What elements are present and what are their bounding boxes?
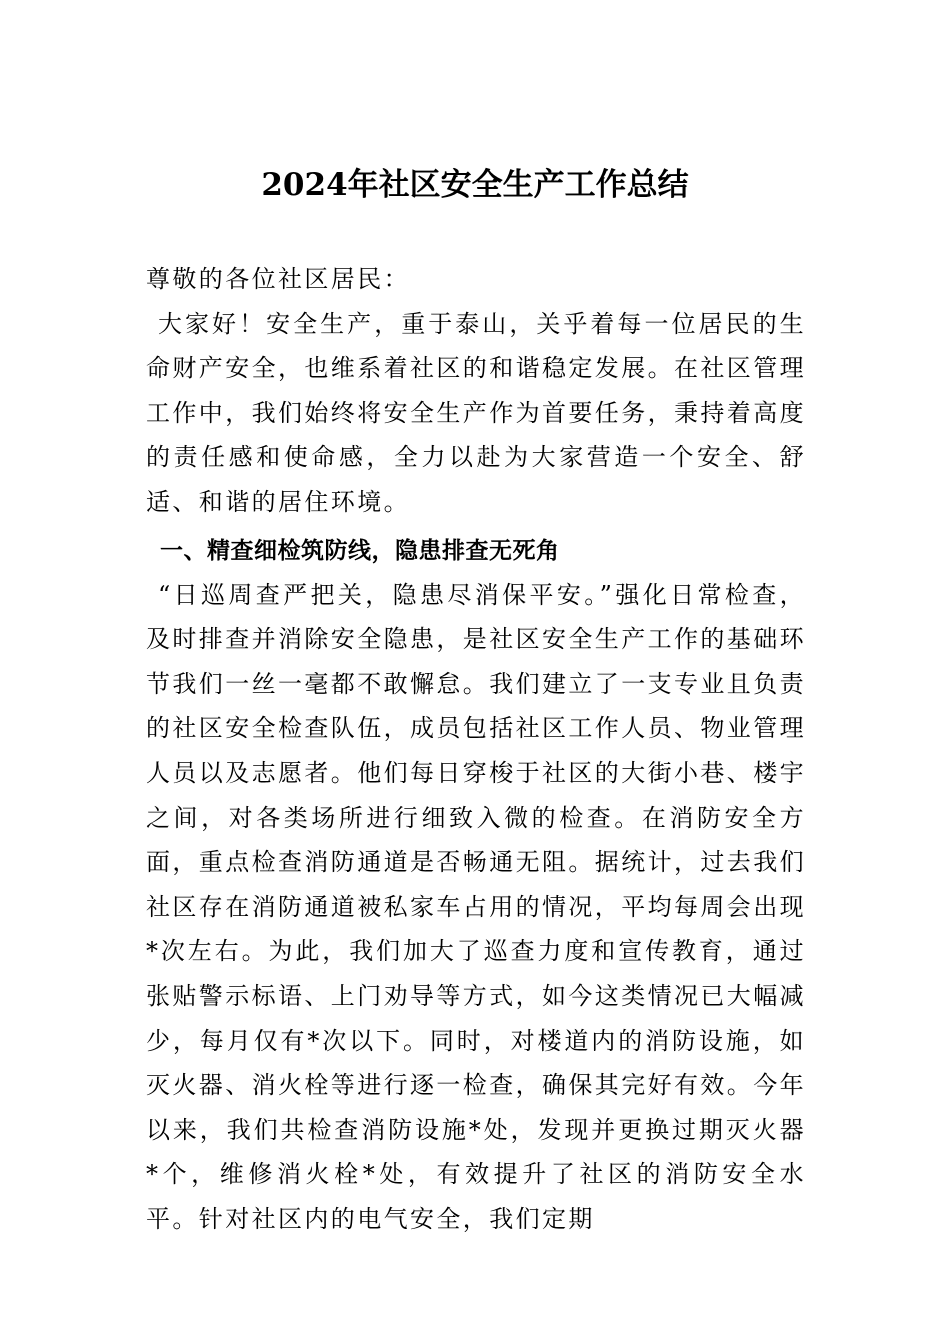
document-body xyxy=(146,257,806,1241)
document-title: 2024年社区安全生产工作总结 xyxy=(261,167,689,203)
salutation: 尊敬的各位社区居民： xyxy=(146,265,410,293)
section-heading: 一、精查细检筑防线，隐患排查无死角 xyxy=(160,537,560,564)
intro-paragraph: 大家好！安全生产，重于泰山，关乎着每一位居民的生命财产安全，也维系着社区的和谐稳定发展。在社区管理工作中，我们始终将安全生产作为首要任务，秉持着高度的责任感和使命感，全力以赴为大家营造一个安全、舒适、和谐的居住环境。 xyxy=(146,309,806,516)
section-paragraph: “日巡周查严把关，隐患尽消保平安。”强化日常检查，及时排查并消除安全隐患，是社区安全生产工作的基础环节我们一丝一毫都不敢懈怠。我们建立了一支专业且负责的社区安全检查队伍，成员包括社区工作人员、物业管理人员以及志愿者。他们每日穿梭于社区的大街小巷、楼宇之间，对各类场所进行细致入微的检查。在消防安全方面，重点检查消防通道是否畅通无阻。据统计，过去我们社区存在消防通道被私家车占用的情况，平均每周会出现*次左右。为此，我们加大了巡查力度和宣传教育，通过张贴警示标语、上门劝导等方式，如今这类情况已大幅减少，每月仅有*次以下。同时，对楼道内的消防设施，如灭火器、消火栓等进行逐一检查，确保其完好有效。今年以来，我们共检查消防设施*处，发现并更换过期灭火器*个，维修消火栓*处，有效提升了社区的消防安全水平。针对社区内的电气安全，我们定期 xyxy=(146,580,806,1233)
